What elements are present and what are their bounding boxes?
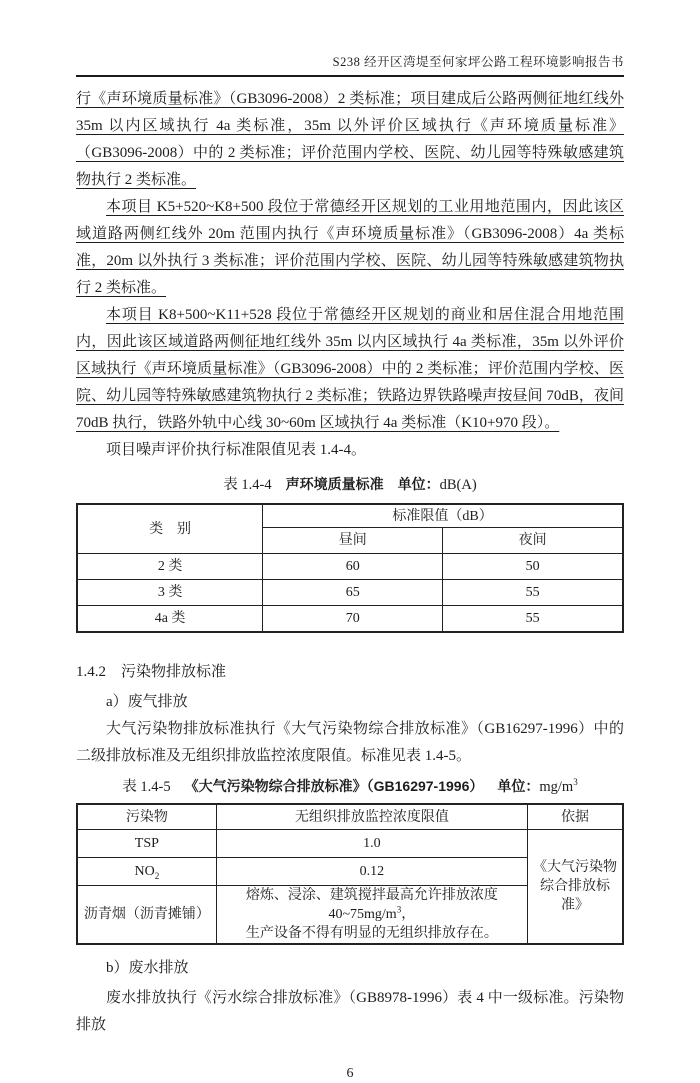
air-emission-table bbox=[76, 803, 624, 945]
page-header bbox=[76, 54, 624, 77]
page-number: 6 bbox=[346, 1066, 354, 1081]
air-table-header-basis: 依据 bbox=[527, 804, 623, 830]
table-row bbox=[77, 580, 623, 606]
noise-row-night-value: 55 bbox=[443, 580, 623, 606]
table-air-caption-unit-value: mg/m bbox=[539, 779, 574, 795]
air-table-header-limit: 无组织排放监控浓度限值 bbox=[216, 804, 527, 830]
table-air-caption-unit-label: 单位： bbox=[497, 778, 540, 794]
noise-standards-table bbox=[76, 503, 624, 633]
page-header-title: S238 经开区湾堤至何家坪公路工程环境影响报告书 bbox=[332, 55, 624, 69]
air-basis-line2: 综合排放标准》 bbox=[539, 879, 610, 913]
noise-row-night-value: 55 bbox=[443, 606, 623, 633]
page-footer bbox=[76, 1065, 624, 1083]
paragraph-noise-standard-continuation: 行《声环境质量标准》（GB3096-2008）2 类标准；项目建成后公路两侧征地红线外 35m 以内区域执行 4a 类标准，35m 以外评价区域执行《声环境质量标准》（GB3096-2008）中的 2 类标准；评价范围内学校、医院、幼儿园等特殊敏感建筑物执行 2 类标准。 bbox=[76, 91, 624, 188]
table-row bbox=[77, 606, 623, 633]
noise-row-day-value: 65 bbox=[263, 580, 443, 606]
sub-item-a-waste-gas: a）废气排放 bbox=[106, 694, 188, 710]
sub-item-b-waste-water: b）废水排放 bbox=[106, 960, 189, 976]
document-page bbox=[76, 0, 624, 1083]
water-paragraph-block bbox=[76, 985, 624, 1039]
noise-table-header-night: 夜间 bbox=[443, 528, 623, 554]
air-row-asphalt-value: 熔炼、浸涂、建筑搅拌最高允许排放浓度 $40\sim 75mg/m^3$， 生产设备不得有明显的无组织排放存在。 bbox=[216, 886, 527, 945]
table-air-caption-unit-sup: 3 bbox=[573, 777, 578, 788]
paragraph-k5-520-section: 本项目 K5+520~K8+500 段位于常德经开区规划的工业用地范围内，因此该区域道路两侧红线外 20m 范围内执行《声环境质量标准》（GB3096-2008）4a 类标准，20m 以外执行 3 类标准；评价范围内学校、医院、幼儿园等特殊敏感建筑物执行 2 类标准。 bbox=[76, 199, 624, 296]
table-air-caption-title: 《大气污染物综合排放标准》（GB16297-1996） bbox=[184, 778, 484, 794]
noise-row-day-value: 60 bbox=[263, 554, 443, 580]
table-noise-caption-title: 声环境质量标准 bbox=[285, 476, 384, 492]
table-air-caption-label: 表 1.4-5 bbox=[122, 779, 171, 795]
air-row-asphalt-name: 沥青烟（沥青摊铺） bbox=[77, 886, 216, 945]
noise-table-header-day: 昼间 bbox=[263, 528, 443, 554]
noise-row-category: 4a 类 bbox=[77, 606, 263, 633]
paragraph-air-emission-standard: 大气污染物排放标准执行《大气污染物综合排放标准》（GB16297-1996）中的二级排放标准及无组织排放监控浓度限值。标准见表 1.4-5。 bbox=[76, 721, 624, 764]
noise-row-day-value: 70 bbox=[263, 606, 443, 633]
paragraph-table-reference: 项目噪声评价执行标准限值见表 1.4-4。 bbox=[106, 442, 366, 458]
noise-row-category: 3 类 bbox=[77, 580, 263, 606]
table-row bbox=[77, 830, 623, 858]
air-emission-paragraph-block bbox=[76, 716, 624, 770]
paragraph-k8-500-section: 本项目 K8+500~K11+528 段位于常德经开区规划的商业和居住混合用地范围内，因此该区域道路两侧征地红线外 35m 以内区域执行 4a 类标准，35m 以外评价区域执行《声环境质量标准》（GB3096-2008）中的 2 类标准；评价范围内学校、医院、幼儿园等特殊敏感建筑物执行 2 类标准；铁路边界铁路噪声按昼间 70dB，夜间 70dB 执行，铁路外轨中心线 30~60m 区域执行 4a 类标准（K10+970 段）。 bbox=[76, 307, 624, 431]
air-row-no2-name: $NO_2$ bbox=[77, 858, 216, 886]
table-noise-caption-label: 表 1.4-4 bbox=[223, 477, 272, 493]
section-heading-1-4-2: 1.4.2 污染物排放标准 bbox=[76, 664, 227, 680]
air-basis-line1: 《大气污染物 bbox=[532, 860, 617, 875]
paragraph-water-emission-standard: 废水排放执行《污水综合排放标准》（GB8978-1996）表 4 中一级标准。污染物排放 bbox=[76, 990, 624, 1033]
air-table-header-pollutant: 污染物 bbox=[77, 804, 216, 830]
air-row-tsp-name: TSP bbox=[77, 830, 216, 858]
table-noise-caption bbox=[76, 474, 624, 495]
noise-row-category: 2 类 bbox=[77, 554, 263, 580]
noise-table-header-limit: 标准限值（dB） bbox=[263, 504, 623, 528]
table-air-caption bbox=[76, 776, 624, 797]
air-row-tsp-value: 1.0 bbox=[216, 830, 527, 858]
noise-row-night-value: 50 bbox=[443, 554, 623, 580]
noise-table-header-category: 类 别 bbox=[77, 504, 263, 554]
air-row-no2-value: 0.12 bbox=[216, 858, 527, 886]
body-text-block bbox=[76, 86, 624, 464]
air-table-basis-cell bbox=[527, 830, 623, 945]
table-row bbox=[77, 554, 623, 580]
table-noise-caption-unit-value: dB(A) bbox=[439, 477, 477, 493]
table-noise-caption-unit-label: 单位： bbox=[397, 476, 440, 492]
